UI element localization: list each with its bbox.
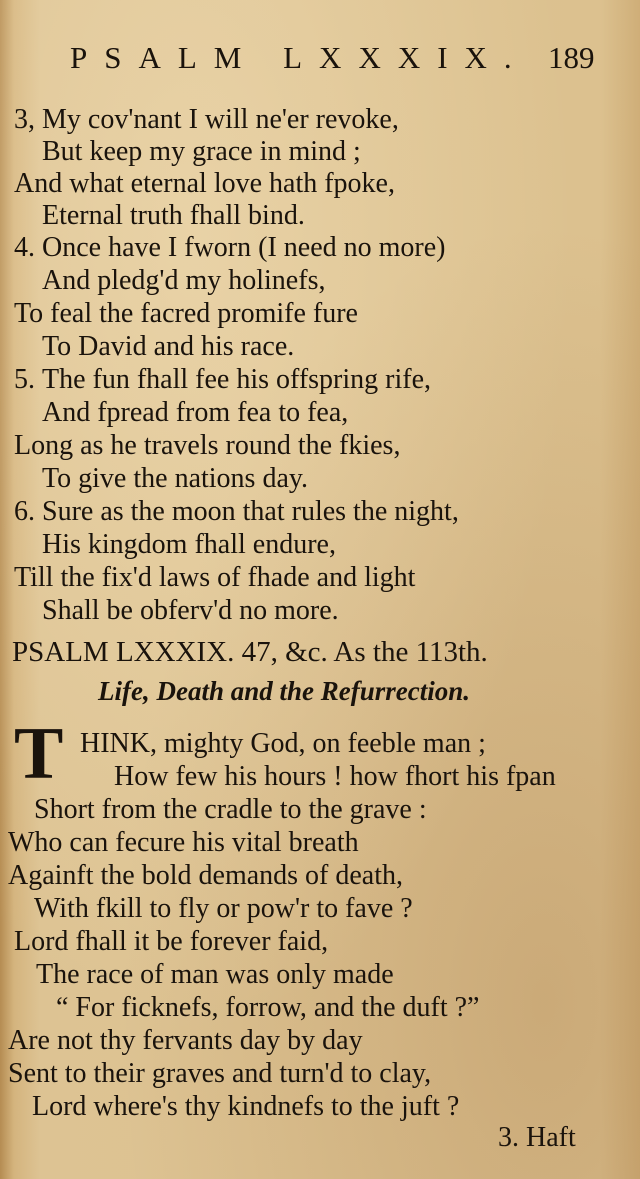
verse-line: With fkill to fly or pow'r to fave ? (34, 893, 413, 924)
verse-line: Long as he travels round the fkies, (14, 430, 401, 461)
verse-line: To feal the facred promife fure (14, 298, 358, 329)
verse-line: 3, My cov'nant I will ne'er revoke, (14, 104, 399, 135)
drop-cap: T (14, 713, 64, 795)
catchword: 3. Haft (498, 1122, 576, 1153)
verse-line: Till the fix'd laws of fhade and light (14, 562, 416, 593)
verse-line: How few his hours ! how fhort his fpan (114, 761, 556, 792)
verse-line: The race of man was only made (36, 959, 394, 990)
verse-line: His kingdom fhall endure, (42, 529, 336, 560)
verse-line: Are not thy fervants day by day (8, 1025, 363, 1056)
verse-line: 5. The fun fhall fee his offspring rife, (14, 364, 432, 395)
running-title: PSALM LXXXIX. (70, 40, 529, 75)
verse-line: And what eternal love hath fpoke, (14, 168, 395, 199)
verse-line: And fpread from fea to fea, (42, 397, 349, 428)
verse-line: Eternal truth fhall bind. (42, 200, 305, 231)
verse-line: 4. Once have I fworn (I need no more) (14, 232, 446, 263)
page-header (0, 40, 640, 80)
verse-line: To give the nations day. (42, 463, 309, 494)
verse-line: Shall be obferv'd no more. (42, 595, 339, 626)
verse-line: “ For ficknefs, forrow, and the duft ?” (56, 992, 480, 1023)
verse-line: Againft the bold demands of death, (8, 860, 404, 891)
verse-line: 6. Sure as the moon that rules the night, (14, 496, 459, 527)
section-heading: PSALM LXXXIX. 47, &c. As the 113th. (12, 636, 488, 668)
verse-line: Short from the cradle to the grave : (34, 794, 427, 825)
verse-line: To David and his race. (42, 331, 295, 362)
verse-line: Lord where's thy kindnefs to the juft ? (32, 1091, 460, 1122)
verse-line: Sent to their graves and turn'd to clay, (8, 1058, 432, 1089)
verse-line: Lord fhall it be forever faid, (14, 926, 329, 957)
section-subtitle: Life, Death and the Refurrection. (98, 676, 470, 706)
verse-line: Who can fecure his vital breath (8, 827, 359, 858)
verse-line: HINK, mighty God, on feeble man ; (80, 728, 486, 759)
page-number: 189 (548, 40, 595, 75)
verse-line: And pledg'd my holinefs, (42, 265, 326, 296)
verse-line: But keep my grace in mind ; (42, 136, 361, 167)
